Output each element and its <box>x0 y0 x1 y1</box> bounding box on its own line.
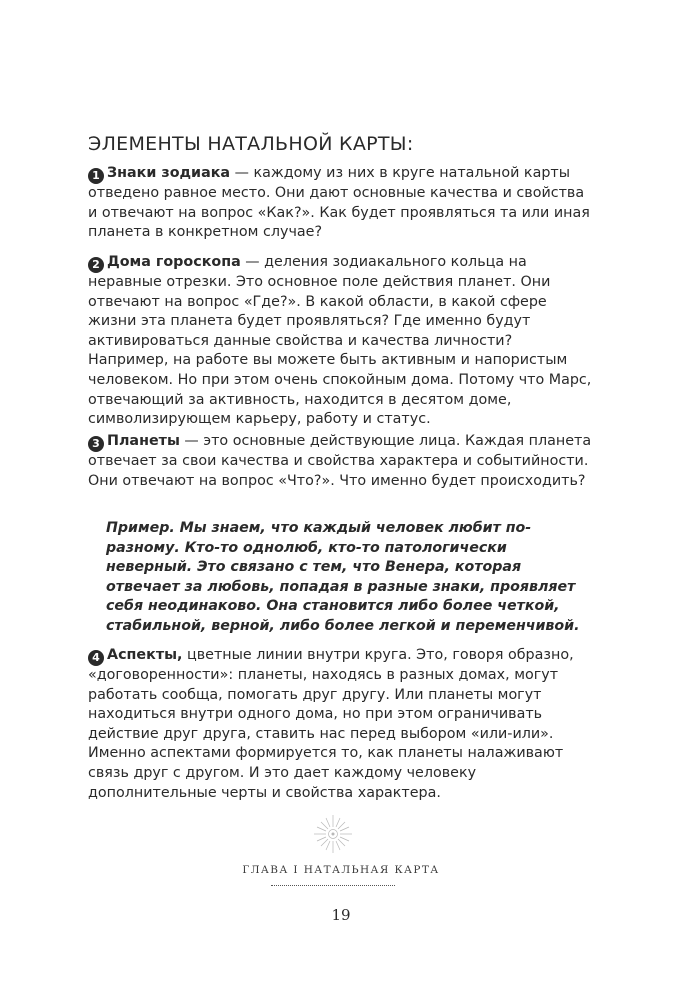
list-item-planets <box>88 432 593 491</box>
chapter-running-footer: ГЛАВА I НАТАЛЬНАЯ КАРТА <box>242 864 440 876</box>
number-badge: 4 <box>88 650 104 666</box>
page-number: 19 <box>331 906 351 924</box>
list-item-aspects <box>88 646 593 803</box>
term-label: Дома гороскопа <box>107 254 241 270</box>
number-badge: 2 <box>88 257 104 273</box>
term-description: — это основные действующие лица. Каждая планета отвечает за свои качества и свойства характера и событийности. Они отвечают на вопрос «Что?». Что именно будет происходить? <box>88 433 592 489</box>
list-item-zodiac-signs <box>88 164 593 243</box>
list-item-text <box>88 253 593 430</box>
term-label: Аспекты, <box>107 647 183 663</box>
example-paragraph: Пример. Мы знаем, что каждый человек любит по-разному. Кто-то однолюб, кто-то патологически неверный. Это связано с тем, что Венера, которая отвечает за любовь, попадая в разные знаки, проявляет себя неодинаково. Она становится либо более четкой, стабильной, верной, либо более легкой и переменчивой. <box>106 520 580 634</box>
number-badge: 3 <box>88 436 104 452</box>
number-badge: 1 <box>88 168 104 184</box>
list-item-text <box>88 646 593 803</box>
section-heading: ЭЛЕМЕНТЫ НАТАЛЬНОЙ КАРТЫ: <box>88 133 414 155</box>
term-description: — каждому из них в круге натальной карты отведено равное место. Они дают основные качества и свойства и отвечают на вопрос «Как?». Как будет проявляться та или иная планета в конкретном случае? <box>88 165 590 241</box>
list-item-text <box>88 432 593 491</box>
dotted-divider <box>271 885 395 886</box>
list-item-houses <box>88 253 593 430</box>
list-item-text <box>88 164 593 243</box>
sunburst-ornament-icon <box>313 814 353 854</box>
term-label: Планеты <box>107 433 180 449</box>
term-label: Знаки зодиака <box>107 165 231 181</box>
term-description: — деления зодиакального кольца на неравные отрезки. Это основное поле действия планет. Они отвечают на вопрос «Где?». В какой области, в какой сфере жизни эта планета будет проявляться? Где именно будут активироваться данные свойства и качества личности? Например, на работе вы можете быть активным и напористым человеком. Но при этом очень спокойным дома. Потому что Марс, отвечающий за активность, находится в десятом доме, символизирующем карьеру, работу и статус. <box>88 254 592 428</box>
term-description: цветные линии внутри круга. Это, говоря образно, «договоренности»: планеты, находясь в разных домах, могут работать сообща, помогать друг другу. Или планеты могут находиться внутри одного дома, но при этом ограничивать действие друг друга, ставить нас перед выбором «или-или». Именно аспектами формируется то, как планеты налаживают связь друг с другом. И это дает каждому человеку дополнительные черты и свойства характера. <box>88 647 574 801</box>
